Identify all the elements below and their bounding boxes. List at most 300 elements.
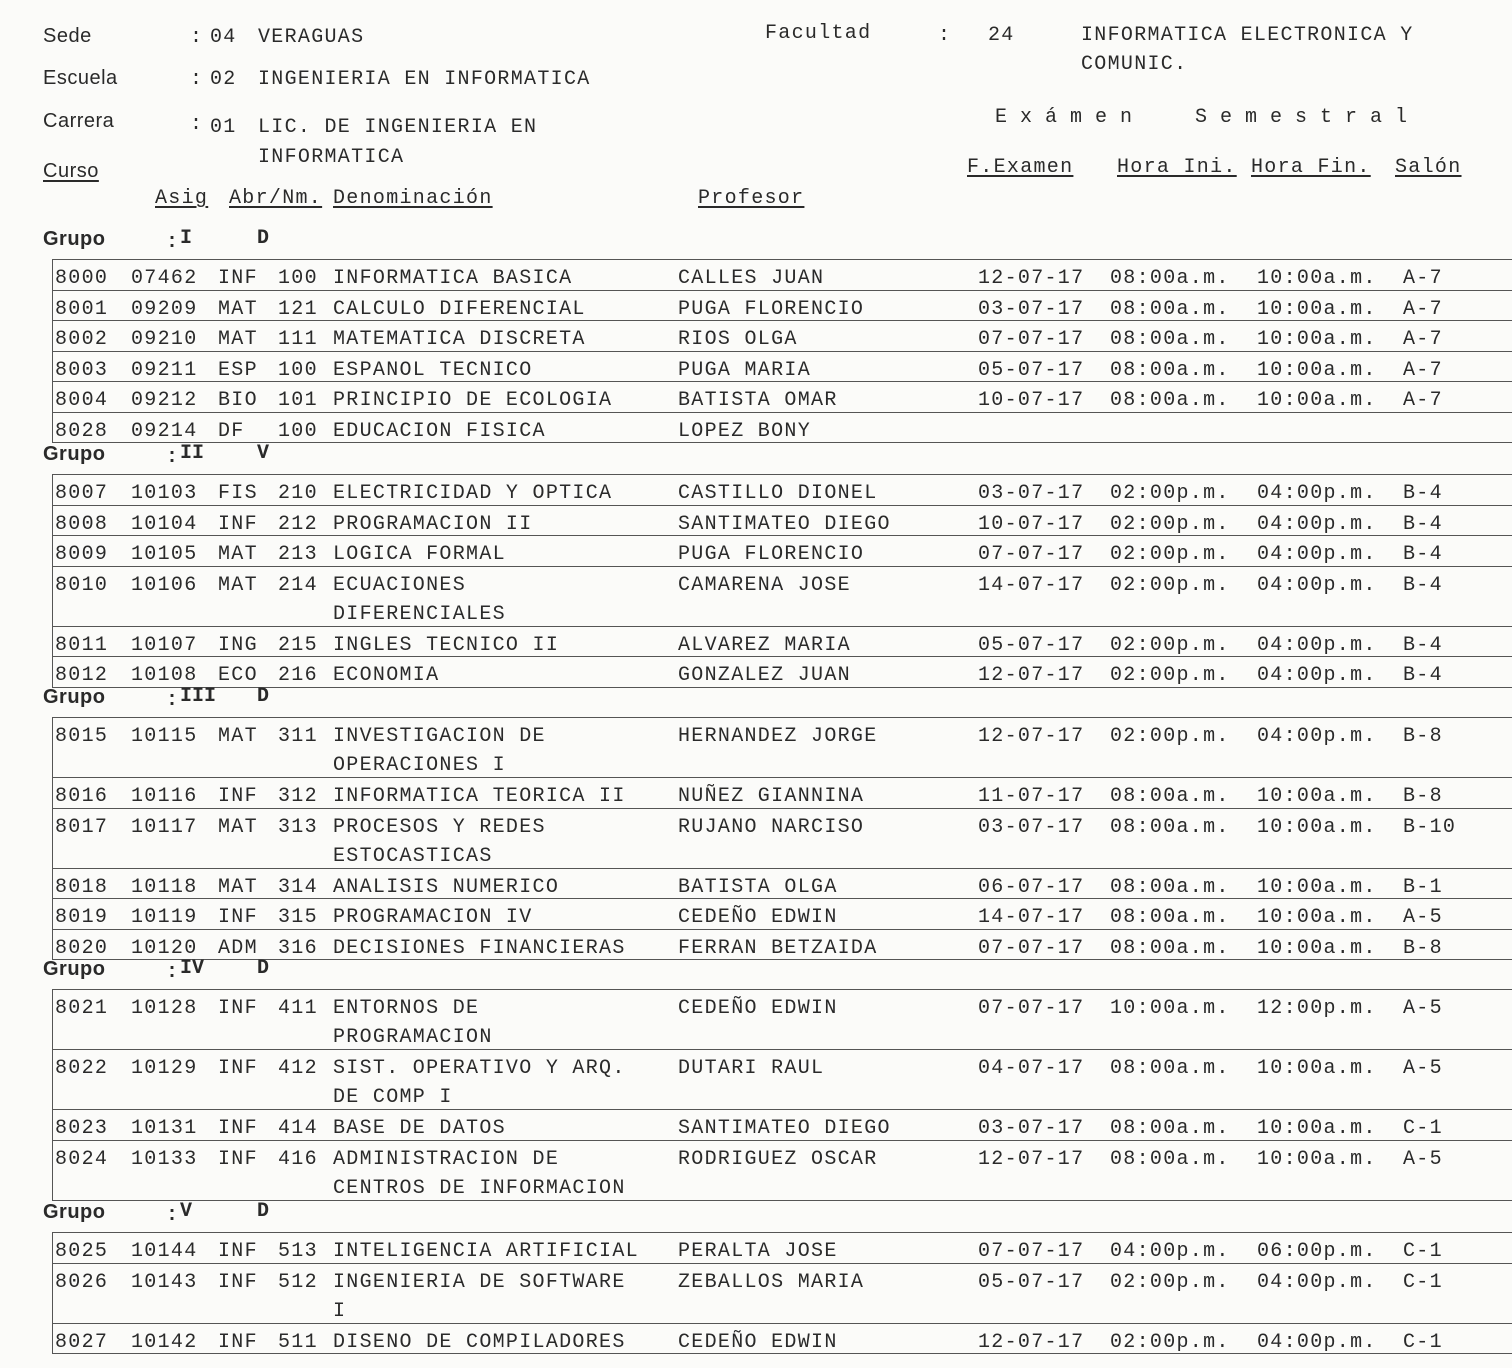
exam-title: Exámen Semestral: [995, 106, 1421, 129]
cell-prof: BATISTA OLGA: [678, 875, 838, 899]
cell-fin: 04:00p.m.: [1257, 633, 1377, 657]
cell-curso: 8012: [55, 664, 109, 687]
cell-prof: CEDEÑO EDWIN: [678, 997, 838, 1020]
cell-fecha: 03-07-17: [978, 815, 1085, 839]
cell-fecha: 07-07-17: [978, 936, 1085, 960]
table-row: [53, 535, 1512, 566]
col-denominacion: Denominación: [333, 187, 493, 210]
cell-nm: 213: [278, 543, 318, 566]
group-heading: [0, 228, 1512, 258]
cell-ini: 08:00a.m.: [1110, 1057, 1230, 1080]
cell-ini: 08:00a.m.: [1110, 358, 1230, 382]
cell-nm: 215: [278, 633, 318, 657]
cell-prof: CASTILLO DIONEL: [678, 482, 878, 505]
cell-fin: 10:00a.m.: [1257, 328, 1377, 351]
cell-asig: 10128: [131, 997, 198, 1020]
cell-nm: 121: [278, 297, 318, 321]
cell-curso: 8008: [55, 512, 109, 536]
group-turno: D: [257, 957, 270, 980]
sede-sep: :: [190, 26, 204, 49]
cell-asig: 10107: [131, 633, 198, 657]
cell-prof: FERRAN BETZAIDA: [678, 936, 878, 960]
cell-curso: 8010: [55, 573, 109, 597]
cell-curso: 8022: [55, 1057, 109, 1080]
cell-fin: 12:00p.m.: [1257, 997, 1377, 1020]
cell-nm: 511: [278, 1330, 318, 1354]
cell-ini: 02:00p.m.: [1110, 512, 1230, 536]
cell-den: MATEMATICA DISCRETA: [333, 328, 586, 351]
cell-nm: 316: [278, 936, 318, 960]
cell-salon: A-7: [1403, 358, 1443, 382]
cell-curso: 8018: [55, 875, 109, 899]
group-sep: :: [166, 1204, 179, 1227]
cell-prof: RIOS OLGA: [678, 328, 798, 351]
col-hora-ini: Hora Ini.: [1117, 156, 1237, 179]
cell-asig: 10115: [131, 725, 198, 748]
cell-salon: B-4: [1403, 512, 1443, 536]
cell-abr: ESP: [218, 358, 258, 382]
cell-abr: BIO: [218, 389, 258, 412]
group-label: Grupo: [43, 443, 106, 465]
cell-asig: 09210: [131, 328, 198, 351]
table-row: [53, 990, 1512, 1049]
cell-den: INVESTIGACION DE OPERACIONES I: [333, 725, 546, 777]
cell-den: LOGICA FORMAL: [333, 543, 506, 566]
table-row: [53, 808, 1512, 868]
cell-ini: 10:00a.m.: [1110, 997, 1230, 1020]
cell-prof: LOPEZ BONY: [678, 419, 812, 443]
cell-salon: C-1: [1403, 1117, 1443, 1140]
cell-asig: 10133: [131, 1147, 198, 1171]
cell-den: INGENIERIA DE SOFTWARE I: [333, 1270, 626, 1323]
cell-fecha: 07-07-17: [978, 543, 1085, 566]
cell-salon: A-7: [1403, 389, 1443, 412]
cell-asig: 09214: [131, 419, 198, 443]
col-salon: Salón: [1395, 156, 1462, 179]
cell-curso: 8024: [55, 1147, 109, 1171]
table-row: [53, 1109, 1512, 1140]
table-row: [53, 777, 1512, 808]
cell-den: ENTORNOS DE PROGRAMACION: [333, 997, 493, 1049]
cell-ini: 02:00p.m.: [1110, 1330, 1230, 1354]
cell-asig: 10117: [131, 815, 198, 839]
group-turno: D: [257, 1200, 270, 1223]
cell-salon: B-4: [1403, 482, 1443, 505]
group-number: V: [180, 1200, 193, 1223]
cell-abr: MAT: [218, 573, 258, 597]
table-row: [53, 868, 1512, 899]
cell-fin: 04:00p.m.: [1257, 482, 1377, 505]
cell-salon: B-4: [1403, 543, 1443, 566]
cell-fecha: 10-07-17: [978, 512, 1085, 536]
cell-curso: 8020: [55, 936, 109, 960]
cell-fin: 10:00a.m.: [1257, 906, 1377, 929]
cell-curso: 8004: [55, 389, 109, 412]
cell-den: INTELIGENCIA ARTIFICIAL: [333, 1240, 639, 1263]
cell-asig: 09209: [131, 297, 198, 321]
group-label: Grupo: [43, 228, 106, 250]
cell-ini: 08:00a.m.: [1110, 389, 1230, 412]
cell-ini: 08:00a.m.: [1110, 815, 1230, 839]
facultad-name-line1: INFORMATICA ELECTRONICA Y: [1081, 24, 1414, 47]
cell-fin: 04:00p.m.: [1257, 664, 1377, 687]
cell-asig: 10108: [131, 664, 198, 687]
col-hora-fin: Hora Fin.: [1251, 156, 1371, 179]
table-row: [53, 1233, 1512, 1263]
cell-salon: C-1: [1403, 1270, 1443, 1294]
cell-fecha: 12-07-17: [978, 725, 1085, 748]
group-turno: D: [257, 685, 270, 708]
cell-prof: SANTIMATEO DIEGO: [678, 512, 891, 536]
cell-abr: INF: [218, 1057, 258, 1080]
cell-asig: 10104: [131, 512, 198, 536]
cell-asig: 10105: [131, 543, 198, 566]
cell-abr: MAT: [218, 297, 258, 321]
cell-den: PROGRAMACION II: [333, 512, 533, 536]
group-table: [52, 717, 1512, 960]
cell-nm: 315: [278, 906, 318, 929]
cell-nm: 216: [278, 664, 318, 687]
cell-fecha: 05-07-17: [978, 633, 1085, 657]
cell-fecha: 03-07-17: [978, 297, 1085, 321]
cell-ini: 08:00a.m.: [1110, 267, 1230, 290]
cell-den: ECONOMIA: [333, 664, 440, 687]
cell-salon: A-7: [1403, 267, 1443, 290]
cell-salon: B-8: [1403, 936, 1443, 960]
cell-curso: 8016: [55, 785, 109, 808]
cell-prof: GONZALEZ JUAN: [678, 664, 851, 687]
cell-prof: ZEBALLOS MARIA: [678, 1270, 865, 1294]
cell-den: ANALISIS NUMERICO: [333, 875, 560, 899]
col-curso: Curso: [43, 160, 99, 182]
cell-ini: 02:00p.m.: [1110, 664, 1230, 687]
cell-abr: ADM: [218, 936, 258, 960]
cell-prof: ALVAREZ MARIA: [678, 633, 851, 657]
table-row: [53, 1323, 1512, 1354]
cell-asig: 10103: [131, 482, 198, 505]
table-row: [53, 1263, 1512, 1323]
cell-fecha: 04-07-17: [978, 1057, 1085, 1080]
cell-fin: 10:00a.m.: [1257, 815, 1377, 839]
cell-fecha: 10-07-17: [978, 389, 1085, 412]
table-row: [53, 290, 1512, 321]
cell-nm: 314: [278, 875, 318, 899]
cell-abr: INF: [218, 1330, 258, 1354]
cell-nm: 411: [278, 997, 318, 1020]
cell-nm: 416: [278, 1147, 318, 1171]
col-asig: Asig: [155, 187, 209, 210]
cell-asig: 07462: [131, 267, 198, 290]
group-sep: :: [166, 231, 179, 254]
cell-asig: 10129: [131, 1057, 198, 1080]
cell-fecha: 14-07-17: [978, 573, 1085, 597]
col-abr: Abr/Nm.: [229, 187, 323, 210]
table-row: [53, 475, 1512, 505]
cell-fecha: 06-07-17: [978, 875, 1085, 899]
escuela-label: Escuela: [43, 67, 118, 89]
cell-salon: B-1: [1403, 875, 1443, 899]
cell-fin: 04:00p.m.: [1257, 573, 1377, 597]
cell-nm: 513: [278, 1240, 318, 1263]
group-sep: :: [166, 689, 179, 712]
table-row: [53, 898, 1512, 929]
group-heading: [0, 686, 1512, 716]
cell-abr: MAT: [218, 875, 258, 899]
cell-abr: MAT: [218, 328, 258, 351]
carrera-sep: :: [190, 113, 204, 136]
cell-fecha: 11-07-17: [978, 785, 1085, 808]
cell-curso: 8011: [55, 633, 109, 657]
cell-prof: BATISTA OMAR: [678, 389, 838, 412]
cell-fecha: 12-07-17: [978, 1147, 1085, 1171]
cell-asig: 10143: [131, 1270, 198, 1294]
cell-prof: RUJANO NARCISO: [678, 815, 865, 839]
cell-fecha: 07-07-17: [978, 328, 1085, 351]
group-number: III: [180, 685, 217, 708]
cell-ini: 02:00p.m.: [1110, 543, 1230, 566]
table-row: [53, 412, 1512, 443]
cell-ini: 02:00p.m.: [1110, 573, 1230, 597]
table-row: [53, 566, 1512, 626]
escuela-code: 02: [210, 68, 237, 91]
cell-fin: 10:00a.m.: [1257, 358, 1377, 382]
cell-curso: 8021: [55, 997, 109, 1020]
cell-den: ADMINISTRACION DE CENTROS DE INFORMACION: [333, 1147, 626, 1200]
cell-asig: 10131: [131, 1117, 198, 1140]
cell-nm: 312: [278, 785, 318, 808]
cell-asig: 10119: [131, 906, 198, 929]
cell-fin: 10:00a.m.: [1257, 1147, 1377, 1171]
group-label: Grupo: [43, 958, 106, 980]
cell-prof: PERALTA JOSE: [678, 1240, 838, 1263]
cell-ini: 08:00a.m.: [1110, 785, 1230, 808]
cell-curso: 8000: [55, 267, 109, 290]
cell-abr: INF: [218, 1270, 258, 1294]
cell-fecha: 03-07-17: [978, 482, 1085, 505]
carrera-name-line2: INFORMATICA: [258, 146, 405, 169]
cell-abr: ING: [218, 633, 258, 657]
cell-abr: MAT: [218, 815, 258, 839]
cell-nm: 212: [278, 512, 318, 536]
cell-salon: B-4: [1403, 573, 1443, 597]
group-number: IV: [180, 957, 205, 980]
cell-ini: 08:00a.m.: [1110, 328, 1230, 351]
group-sep: :: [166, 961, 179, 984]
cell-curso: 8003: [55, 358, 109, 382]
cell-salon: B-8: [1403, 785, 1443, 808]
cell-fin: 10:00a.m.: [1257, 875, 1377, 899]
cell-salon: B-4: [1403, 664, 1443, 687]
cell-fecha: 03-07-17: [978, 1117, 1085, 1140]
cell-ini: 08:00a.m.: [1110, 875, 1230, 899]
cell-fecha: 12-07-17: [978, 1330, 1085, 1354]
cell-curso: 8002: [55, 328, 109, 351]
cell-fecha: 05-07-17: [978, 1270, 1085, 1294]
cell-den: PROGRAMACION IV: [333, 906, 533, 929]
cell-prof: DUTARI RAUL: [678, 1057, 825, 1080]
cell-den: EDUCACION FISICA: [333, 419, 546, 443]
sede-name: VERAGUAS: [258, 26, 365, 49]
group-turno: D: [257, 227, 270, 250]
cell-abr: INF: [218, 785, 258, 808]
cell-nm: 100: [278, 358, 318, 382]
col-fecha: F.Examen: [967, 156, 1074, 179]
group-heading: [0, 443, 1512, 473]
cell-abr: INF: [218, 512, 258, 536]
carrera-name-line1: LIC. DE INGENIERIA EN: [258, 116, 538, 139]
group-label: Grupo: [43, 1201, 106, 1223]
cell-prof: CEDEÑO EDWIN: [678, 906, 838, 929]
cell-prof: CEDEÑO EDWIN: [678, 1330, 838, 1354]
cell-nm: 313: [278, 815, 318, 839]
table-row: [53, 1140, 1512, 1200]
cell-abr: ECO: [218, 664, 258, 687]
cell-fin: 04:00p.m.: [1257, 725, 1377, 748]
cell-curso: 8025: [55, 1240, 109, 1263]
cell-prof: HERNANDEZ JORGE: [678, 725, 878, 748]
cell-prof: PUGA MARIA: [678, 358, 812, 382]
group-heading: [0, 958, 1512, 988]
cell-curso: 8026: [55, 1270, 109, 1294]
facultad-name-line2: COMUNIC.: [1081, 53, 1188, 76]
cell-ini: 02:00p.m.: [1110, 633, 1230, 657]
cell-prof: RODRIGUEZ OSCAR: [678, 1147, 878, 1171]
cell-den: ELECTRICIDAD Y OPTICA: [333, 482, 613, 505]
cell-salon: B-10: [1403, 815, 1457, 839]
cell-den: DECISIONES FINANCIERAS: [333, 936, 626, 960]
facultad-code: 24: [988, 24, 1015, 47]
cell-abr: INF: [218, 267, 258, 290]
cell-nm: 311: [278, 725, 318, 748]
cell-nm: 101: [278, 389, 318, 412]
cell-prof: PUGA FLORENCIO: [678, 297, 865, 321]
cell-nm: 214: [278, 573, 318, 597]
cell-prof: CAMARENA JOSE: [678, 573, 851, 597]
cell-abr: MAT: [218, 725, 258, 748]
cell-abr: FIS: [218, 482, 258, 505]
sede-label: Sede: [43, 25, 92, 47]
cell-den: SIST. OPERATIVO Y ARQ. DE COMP I: [333, 1057, 626, 1109]
table-row: [53, 381, 1512, 412]
cell-nm: 100: [278, 419, 318, 443]
group-sep: :: [166, 446, 179, 469]
cell-den: ESPANOL TECNICO: [333, 358, 533, 382]
cell-den: INFORMATICA BASICA: [333, 267, 573, 290]
group-heading: [0, 1201, 1512, 1231]
col-profesor: Profesor: [698, 187, 805, 210]
cell-curso: 8017: [55, 815, 109, 839]
cell-den: PRINCIPIO DE ECOLOGIA: [333, 389, 613, 412]
cell-ini: 04:00p.m.: [1110, 1240, 1230, 1263]
group-table: [52, 259, 1512, 443]
cell-ini: 08:00a.m.: [1110, 936, 1230, 960]
cell-salon: A-7: [1403, 328, 1443, 351]
cell-nm: 111: [278, 328, 318, 351]
cell-fin: 10:00a.m.: [1257, 389, 1377, 412]
cell-ini: 08:00a.m.: [1110, 1117, 1230, 1140]
cell-curso: 8019: [55, 906, 109, 929]
cell-asig: 10116: [131, 785, 198, 808]
cell-salon: B-8: [1403, 725, 1443, 748]
cell-ini: 02:00p.m.: [1110, 482, 1230, 505]
cell-abr: INF: [218, 1117, 258, 1140]
cell-prof: NUÑEZ GIANNINA: [678, 785, 865, 808]
cell-den: INGLES TECNICO II: [333, 633, 560, 657]
cell-fin: 10:00a.m.: [1257, 785, 1377, 808]
table-row: [53, 718, 1512, 777]
cell-ini: 08:00a.m.: [1110, 1147, 1230, 1171]
group-number: II: [180, 442, 205, 465]
cell-fin: 06:00p.m.: [1257, 1240, 1377, 1263]
cell-curso: 8001: [55, 297, 109, 321]
cell-abr: INF: [218, 1240, 258, 1263]
cell-den: PROCESOS Y REDES ESTOCASTICAS: [333, 815, 546, 868]
cell-fin: 10:00a.m.: [1257, 936, 1377, 960]
cell-ini: 02:00p.m.: [1110, 1270, 1230, 1294]
cell-ini: 08:00a.m.: [1110, 297, 1230, 321]
cell-asig: 10118: [131, 875, 198, 899]
cell-asig: 09212: [131, 389, 198, 412]
group-number: I: [180, 227, 193, 250]
carrera-code: 01: [210, 116, 237, 139]
cell-den: CALCULO DIFERENCIAL: [333, 297, 586, 321]
cell-nm: 512: [278, 1270, 318, 1294]
cell-fin: 10:00a.m.: [1257, 267, 1377, 290]
facultad-sep: :: [938, 24, 952, 47]
cell-asig: 09211: [131, 358, 198, 382]
table-row: [53, 351, 1512, 382]
cell-fecha: 07-07-17: [978, 1240, 1085, 1263]
cell-fecha: 07-07-17: [978, 997, 1085, 1020]
cell-nm: 412: [278, 1057, 318, 1080]
cell-curso: 8028: [55, 419, 109, 443]
table-row: [53, 260, 1512, 290]
cell-curso: 8015: [55, 725, 109, 748]
cell-fin: 10:00a.m.: [1257, 1117, 1377, 1140]
cell-salon: C-1: [1403, 1240, 1443, 1263]
cell-salon: A-5: [1403, 1057, 1443, 1080]
cell-ini: 08:00a.m.: [1110, 906, 1230, 929]
cell-nm: 100: [278, 267, 318, 290]
group-table: [52, 474, 1512, 688]
cell-fecha: 12-07-17: [978, 267, 1085, 290]
cell-asig: 10120: [131, 936, 198, 960]
cell-den: DISENO DE COMPILADORES: [333, 1330, 626, 1354]
cell-fin: 10:00a.m.: [1257, 297, 1377, 321]
group-label: Grupo: [43, 686, 106, 708]
cell-den: INFORMATICA TEORICA II: [333, 785, 626, 808]
cell-fin: 04:00p.m.: [1257, 1270, 1377, 1294]
cell-abr: DF: [218, 419, 245, 443]
cell-curso: 8023: [55, 1117, 109, 1140]
cell-salon: B-4: [1403, 633, 1443, 657]
cell-curso: 8007: [55, 482, 109, 505]
cell-fin: 10:00a.m.: [1257, 1057, 1377, 1080]
sede-code: 04: [210, 26, 237, 49]
table-row: [53, 656, 1512, 687]
cell-salon: A-7: [1403, 297, 1443, 321]
cell-nm: 414: [278, 1117, 318, 1140]
cell-salon: C-1: [1403, 1330, 1443, 1354]
carrera-label: Carrera: [43, 110, 115, 132]
cell-fecha: 12-07-17: [978, 664, 1085, 687]
table-row: [53, 626, 1512, 657]
cell-salon: A-5: [1403, 997, 1443, 1020]
cell-ini: 02:00p.m.: [1110, 725, 1230, 748]
cell-den: BASE DE DATOS: [333, 1117, 506, 1140]
cell-abr: MAT: [218, 543, 258, 566]
group-table: [52, 989, 1512, 1201]
